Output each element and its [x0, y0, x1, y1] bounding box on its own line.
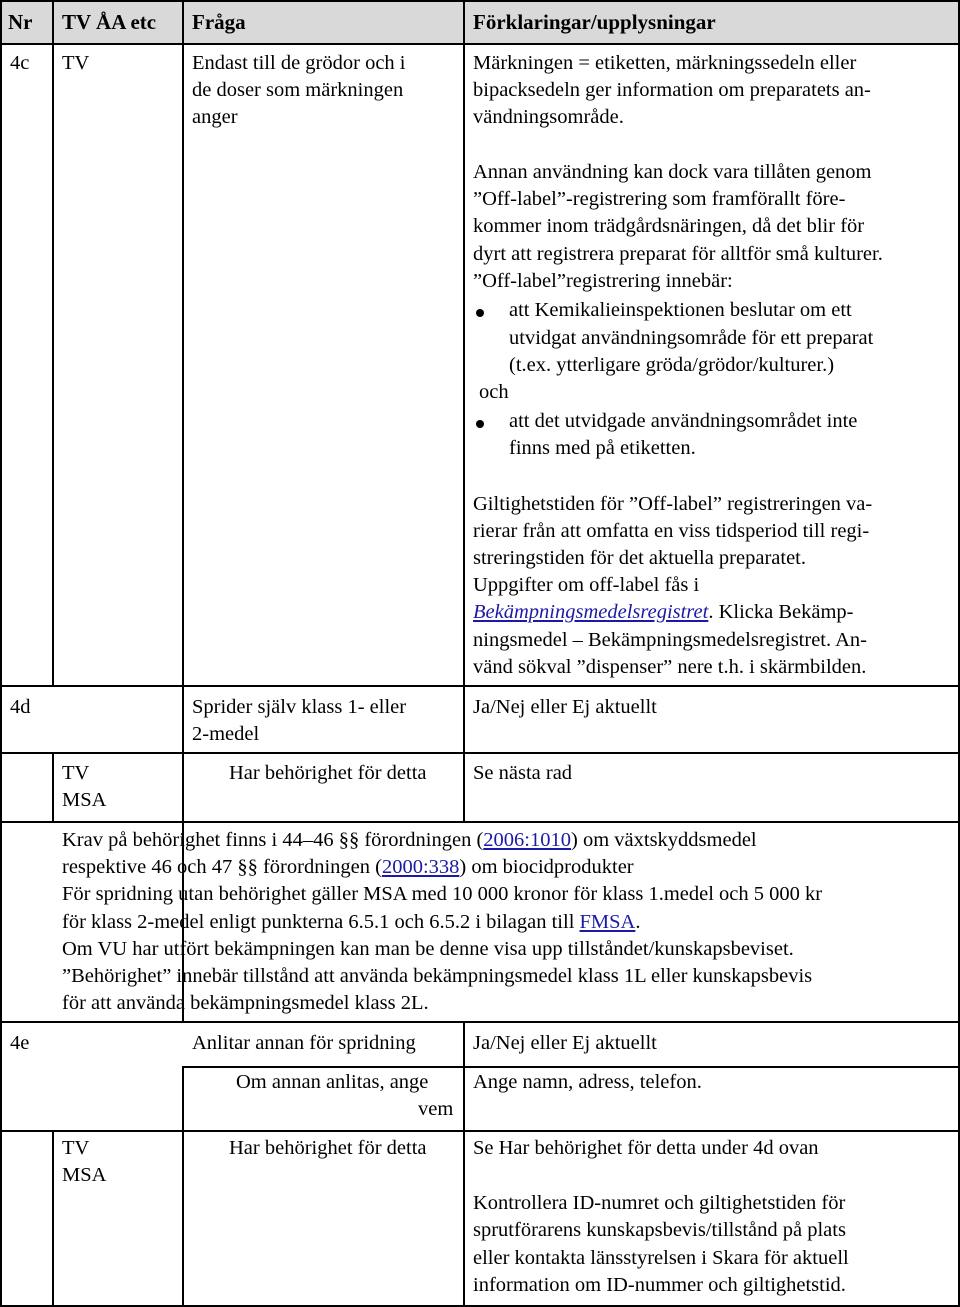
row-4c-bullet-line: att Kemikalieinspektionen beslutar om ett — [509, 299, 852, 321]
row-4c-link-after: . Klicka Bekämp- — [708, 601, 854, 623]
header-fraga: Fråga — [192, 10, 246, 34]
row-4c-bullet-line: (t.ex. ytterligare gröda/grödor/kulturer.) — [509, 354, 835, 376]
bullet-icon — [476, 309, 484, 317]
bekampningsmedelsregistret-link[interactable]: Bekämpningsmedelsregistret — [473, 601, 709, 623]
row-4c-text-line: vändningsområde. — [473, 106, 624, 128]
row-4e-nr: 4e — [10, 1032, 30, 1054]
row-4c-text-line: Märkningen = etiketten, märkningssedeln eller — [473, 52, 857, 74]
header-nr: Nr — [8, 10, 33, 34]
row-4d-fraga-line: 2-medel — [192, 723, 260, 745]
row-4c-text-line: ”Off-label”-registrering som framförallt före- — [473, 188, 846, 210]
row-4e-sub2-text-line: Kontrollera ID-numret och giltighetstiden för — [473, 1192, 846, 1214]
row-4c-text-line: bipacksedeln ger information om preparatets an- — [473, 79, 871, 101]
row-4c-och: och — [479, 381, 509, 403]
row-4e-sub2-msa: MSA — [62, 1164, 107, 1186]
row-4c-tv: TV — [62, 52, 90, 74]
row-4e-sub2-svar: Se Har behörighet för detta under 4d ovan — [473, 1137, 819, 1159]
row-4d-sub-tv: TV — [62, 762, 90, 784]
row-4d-svar: Ja/Nej eller Ej aktuellt — [473, 696, 657, 718]
fmsa-link[interactable]: FMSA — [579, 911, 636, 933]
row-4d-text-part: ) om växtskyddsmedel — [571, 829, 757, 851]
row-4e-sub1-fraga-line: vem — [418, 1098, 454, 1120]
row-4c-fraga-line: de doser som märkningen — [192, 79, 404, 101]
row-4d-text-line — [62, 854, 634, 882]
row-4e-sub2-text-line: sprutförarens kunskapsbevis/tillstånd på plats — [473, 1219, 846, 1241]
row-4d-fraga-line: Sprider själv klass 1- eller — [192, 696, 407, 718]
row-4d-text-part: . — [635, 911, 641, 933]
bullet-icon — [476, 420, 484, 428]
row-4e-sub2-text-line: eller kontakta länsstyrelsen i Skara för aktuell — [473, 1247, 849, 1269]
row-4d-text-part: ) om biocidprodukter — [459, 856, 634, 878]
row-4e-sub2-text-line: information om ID-nummer och giltighetstid. — [473, 1274, 846, 1296]
sfs-2000-338-link[interactable]: 2000:338 — [381, 856, 460, 878]
row-4d-text-line: För spridning utan behörighet gäller MSA med 10 000 kronor för klass 1.medel och 5 000 kr — [62, 883, 823, 905]
row-4c-text-line: Giltighetstiden för ”Off-label” registreringen va- — [473, 493, 873, 515]
row-4c-text-line: Annan användning kan dock vara tillåten genom — [473, 161, 872, 183]
row-4d-sub-fraga: Har behörighet för detta — [229, 762, 427, 784]
row-4d-text-line — [62, 909, 640, 937]
row-4c-text-line: rierar från att omfatta en viss tidsperiod till regi- — [473, 520, 870, 542]
row-4e-sub1-svar: Ange namn, adress, telefon. — [473, 1071, 702, 1093]
row-4d-nr: 4d — [10, 696, 31, 718]
sfs-2006-1010-link[interactable]: 2006:1010 — [483, 829, 571, 851]
header-tv: TV ÅA etc — [62, 10, 157, 34]
row-4c-bullet-line: finns med på etiketten. — [509, 437, 696, 459]
header-forklaring: Förklaringar/upplysningar — [473, 10, 716, 34]
row-4d-text-part: respektive 46 och 47 §§ förordningen ( — [62, 856, 382, 878]
row-4e-sub2-tv: TV — [62, 1137, 90, 1159]
row-4c-fraga-line: anger — [192, 106, 238, 128]
row-4c-link-line — [473, 599, 854, 627]
row-4c-text-line: dyrt att registrera preparat för alltför små kulturer. — [473, 243, 883, 265]
row-4d-text-part: Krav på behörighet finns i 44–46 §§ förordningen ( — [62, 829, 484, 851]
row-4c-text-line: ningsmedel – Bekämpningsmedelsregistret. An- — [473, 629, 867, 651]
row-4c-text-line: ”Off-label”registrering innebär: — [473, 270, 733, 292]
row-4d-text-line: Om VU har utfört bekämpningen kan man be denne visa upp tillståndet/kunskapsbeviset. — [62, 938, 794, 960]
row-4d-text-part: för klass 2-medel enligt punkterna 6.5.1 och 6.5.2 i bilagan till — [62, 911, 580, 933]
row-4e-sub1-fraga-line: Om annan anlitas, ange — [236, 1071, 429, 1093]
row-4d-sub-msa: MSA — [62, 789, 107, 811]
row-4d-text-line — [62, 827, 757, 855]
row-4c-text-line: kommer inom trädgårdsnäringen, då det blir för — [473, 215, 865, 237]
row-4d-sub-svar: Se nästa rad — [473, 762, 573, 784]
row-4d-text-line: för att använda bekämpningsmedel klass 2L. — [62, 992, 429, 1014]
row-4e-sub2-fraga: Har behörighet för detta — [229, 1137, 427, 1159]
row-4c-nr: 4c — [10, 52, 30, 74]
row-4c-text-line: Uppgifter om off-label fås i — [473, 574, 700, 596]
row-4c-bullet-line: att det utvidgade användningsområdet inte — [509, 410, 858, 432]
row-4c-text-line: streringstiden för det aktuella preparatet. — [473, 547, 806, 569]
row-4c-text-line: vänd sökval ”dispenser” nere t.h. i skärmbilden. — [473, 656, 867, 678]
row-4c-fraga-line: Endast till de grödor och i — [192, 52, 406, 74]
row-4e-svar: Ja/Nej eller Ej aktuellt — [473, 1032, 657, 1054]
row-4e-fraga: Anlitar annan för spridning — [192, 1032, 416, 1054]
row-4d-text-line: ”Behörighet” innebär tillstånd att använda bekämpningsmedel klass 1L eller kunskapsbevis — [62, 965, 813, 987]
row-4c-bullet-line: utvidgat användningsområde för ett preparat — [509, 327, 874, 349]
